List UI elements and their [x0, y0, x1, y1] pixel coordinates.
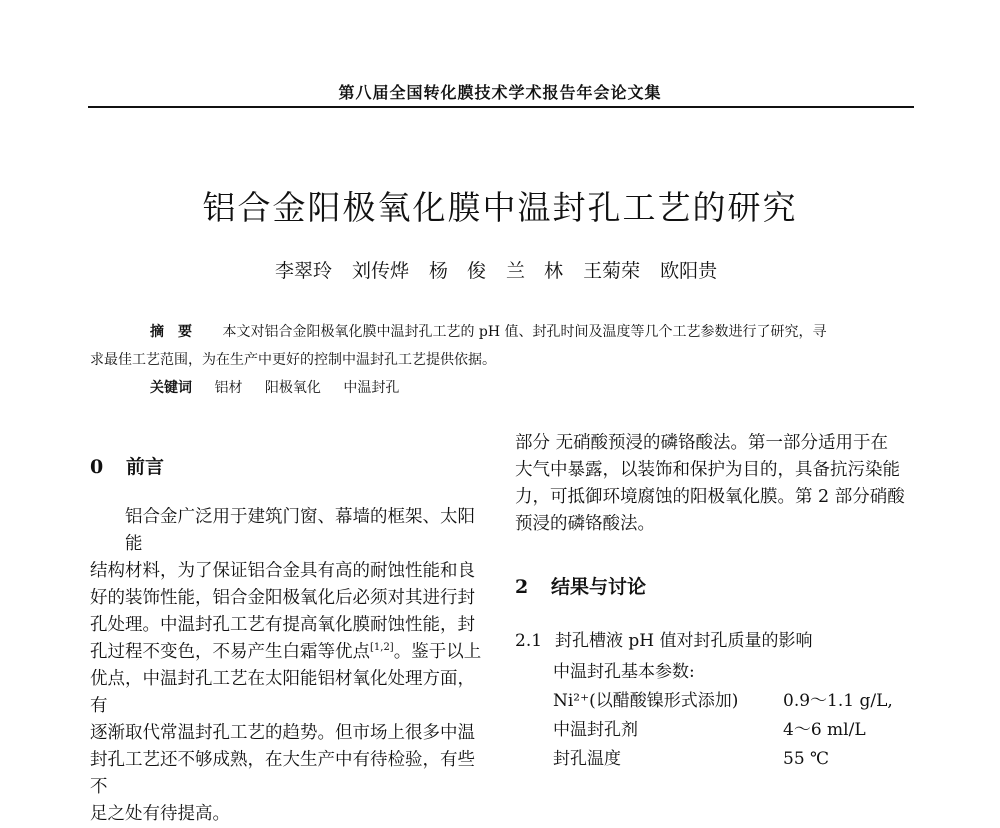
parameter-value: 4～6 ml/L: [783, 720, 866, 740]
parameter-value: 0.9～1.1 g/L,: [783, 691, 893, 711]
paragraph-line: 结构材料，为了保证铝合金具有高的耐蚀性能和良: [90, 561, 475, 581]
citation: [1,2]: [370, 642, 394, 654]
section-0-body: [90, 504, 490, 828]
paragraph-line: 部分 无硝酸预浸的磷铬酸法。第一部分适用于在: [515, 433, 889, 453]
parameter-name: Ni²⁺(以醋酸镍形式添加): [553, 691, 739, 711]
section-number: 0: [90, 456, 104, 478]
abstract-line-1: [90, 318, 890, 346]
author: 杨 俊: [429, 260, 487, 282]
paragraph-line: 好的装饰性能，铝合金阳极氧化后必须对其进行封: [90, 588, 475, 608]
right-column-text: [515, 430, 915, 538]
abstract-line-2: 求最佳工艺范围，为在生产中更好的控制中温封孔工艺提供依据。: [90, 352, 496, 368]
paragraph-line: 封孔工艺还不够成熟，在大生产中有待检验，有些不: [90, 750, 475, 797]
section-2-heading: [515, 572, 646, 599]
section-title: 前言: [126, 456, 165, 478]
subsection-title: 封孔槽液 pH 值对封孔质量的影响: [555, 631, 813, 651]
author: 李翠玲: [275, 260, 333, 282]
paragraph-line: 足之处有待提高。: [90, 804, 230, 824]
section-2-1-heading: [515, 626, 813, 651]
section-number: 2: [515, 576, 529, 598]
paragraph-line: 逐渐取代常温封孔工艺的趋势。但市场上很多中温: [90, 723, 475, 743]
running-header: 第八届全国转化膜技术学术报告年会论文集: [338, 83, 662, 102]
section-0-heading: [90, 452, 164, 479]
abstract-label: 摘要: [150, 324, 206, 340]
author-list: [275, 256, 737, 283]
subsection-number: 2.1: [515, 631, 543, 651]
parameter-name: 封孔温度: [553, 749, 621, 769]
paragraph-line: 优点，中温封孔工艺在太阳能铝材氧化处理方面，有: [90, 669, 475, 716]
keyword: 铝材: [214, 380, 243, 396]
paragraph-text: 孔过程不变色，不易产生白霜等优点: [90, 642, 370, 662]
parameter-value: 55 ℃: [783, 749, 830, 769]
author: 欧阳贵: [660, 260, 718, 282]
keywords: [90, 374, 890, 402]
abstract: [90, 318, 890, 402]
section-title: 结果与讨论: [551, 576, 647, 598]
keyword: 阳极氧化: [264, 380, 321, 396]
author: 王菊荣: [583, 260, 641, 282]
header-rule: [88, 106, 914, 108]
paragraph-text: 。鉴于以上: [393, 642, 482, 662]
author: 兰 林: [506, 260, 564, 282]
paragraph-line: 预浸的磷铬酸法。: [515, 514, 655, 534]
paragraph-line: [90, 639, 490, 666]
paragraph-line: 孔处理。中温封孔工艺有提高氧化膜耐蚀性能，封: [90, 615, 475, 635]
author: 刘传烨: [352, 260, 410, 282]
paragraph-line: 力，可抵御环境腐蚀的阳极氧化膜。第 2 部分硝酸: [515, 487, 905, 507]
keywords-label: 关键词: [150, 380, 192, 396]
abstract-text: 本文对铝合金阳极氧化膜中温封孔工艺的 pH 值、封孔时间及温度等几个工艺参数进行了研究，寻: [222, 324, 827, 340]
parameter-row: [553, 716, 893, 745]
paragraph-line: 大气中暴露，以装饰和保护为目的，具备抗污染能: [515, 460, 900, 480]
parameter-row: [553, 687, 893, 716]
keyword: 中温封孔: [343, 380, 400, 396]
parameter-list-title: 中温封孔基本参数:: [553, 662, 695, 682]
parameter-name: 中温封孔剂: [553, 720, 638, 740]
paper-title: 铝合金阳极氧化膜中温封孔工艺的研究: [202, 188, 798, 227]
parameter-list: [553, 658, 893, 774]
paragraph-line: 铝合金广泛用于建筑门窗、幕墙的框架、太阳能: [125, 507, 475, 554]
